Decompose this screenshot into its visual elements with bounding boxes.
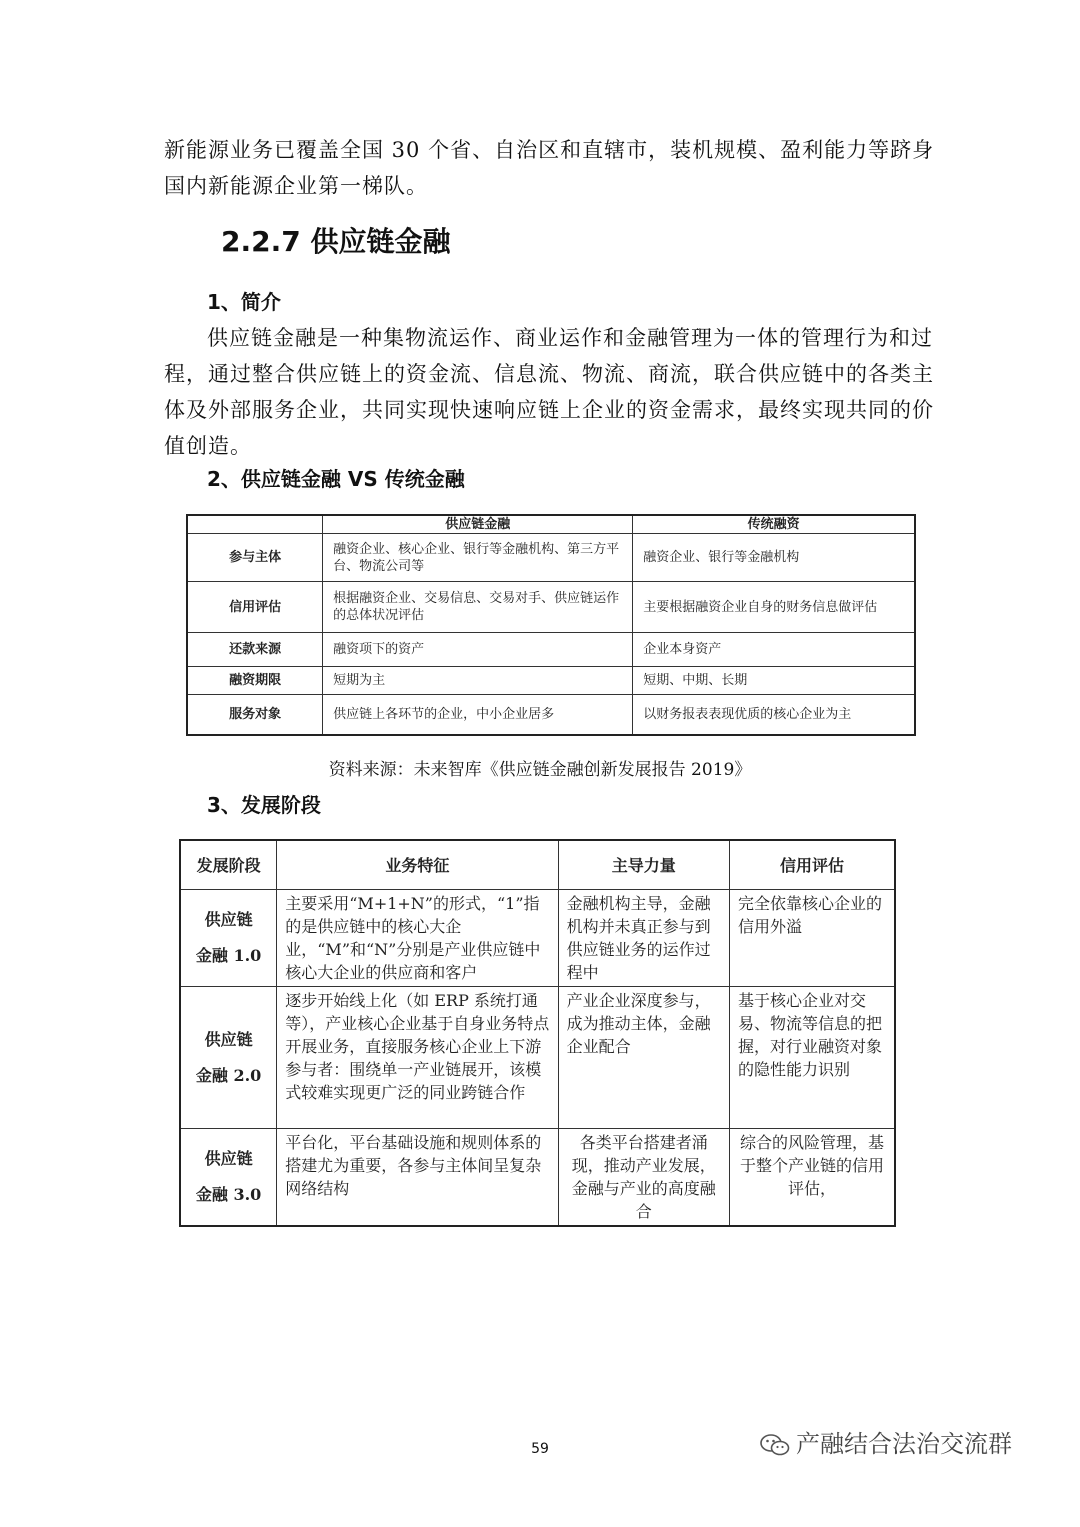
table-header-cell: 主导力量 bbox=[558, 840, 729, 890]
comparison-heading: 2、供应链金融 VS 传统金融 bbox=[207, 467, 465, 491]
stage-label-bottom: 金融 2.0 bbox=[195, 1065, 262, 1085]
table-header-cell: 发展阶段 bbox=[180, 840, 277, 890]
stage-label-top: 供应链 bbox=[204, 910, 253, 929]
comparison-table bbox=[186, 514, 916, 736]
table-header-cell: 业务特征 bbox=[277, 840, 558, 890]
table-cell: 平台化，平台基础设施和规则体系的搭建尤为重要，各参与主体间呈复杂网络结构 bbox=[277, 1129, 558, 1227]
table-cell: 逐步开始线上化（如 ERP 系统打通等），产业核心企业基于自身业务特点开展业务，直接服务核心企业上下游参与者：围绕单一产业链展开，该模式较难实现更广泛的同业跨链合作 bbox=[277, 987, 558, 1129]
table-cell: 金融机构主导，金融机构并未真正参与到供应链业务的运作过程中 bbox=[558, 890, 729, 987]
stage-label-bottom: 金融 1.0 bbox=[195, 946, 262, 965]
table-row bbox=[180, 987, 895, 1129]
table-cell: 产业企业深度参与，成为推动主体，金融企业配合 bbox=[558, 987, 729, 1129]
stages-table bbox=[179, 839, 896, 1227]
row-label: 参与主体 bbox=[187, 534, 323, 582]
table-row bbox=[187, 633, 915, 667]
stage-cell bbox=[180, 1129, 277, 1227]
body-line-4: 值创造。 bbox=[164, 434, 252, 458]
row-label: 服务对象 bbox=[187, 695, 323, 735]
body-line-2: 程，通过整合供应链上的资金流、信息流、物流、商流，联合供应链中的各类主 bbox=[164, 362, 934, 386]
row-label: 还款来源 bbox=[187, 633, 323, 667]
stage-label-bottom: 金融 3.0 bbox=[195, 1185, 262, 1204]
table-cell: 完全依靠核心企业的信用外溢 bbox=[730, 890, 895, 987]
table-header-row bbox=[180, 840, 895, 890]
stage-cell bbox=[180, 890, 277, 987]
page-number: 59 bbox=[531, 1441, 549, 1457]
table-header-cell: 传统融资 bbox=[633, 515, 915, 534]
table-row bbox=[180, 1129, 895, 1227]
stage-label-top: 供应链 bbox=[204, 1149, 253, 1168]
table-header-row bbox=[187, 515, 915, 534]
table-cell: 融资项下的资产 bbox=[323, 633, 633, 667]
table-cell: 综合的风险管理，基于整个产业链的信用评估， bbox=[730, 1129, 895, 1227]
intro-heading: 1、简介 bbox=[207, 290, 281, 314]
watermark bbox=[760, 1424, 1012, 1459]
table-header-cell: 供应链金融 bbox=[323, 515, 633, 534]
wechat-icon bbox=[760, 1433, 790, 1457]
stage-label-top: 供应链 bbox=[204, 1029, 253, 1049]
table-row bbox=[187, 582, 915, 633]
body-line-1: 供应链金融是一种集物流运作、商业运作和金融管理为一体的管理行为和过 bbox=[207, 326, 933, 350]
table-cell: 主要采用“M+1+N”的形式，“1”指的是供应链中的核心大企业，“M”和“N”分别是产业供应链中核心大企业的供应商和客户 bbox=[277, 890, 558, 987]
intro-line-2: 国内新能源企业第一梯队。 bbox=[164, 174, 428, 198]
row-label: 融资期限 bbox=[187, 667, 323, 695]
table-header-cell: 信用评估 bbox=[730, 840, 895, 890]
source-caption: 资料来源：未来智库《供应链金融创新发展报告 2019》 bbox=[328, 760, 752, 780]
section-title: 2.2.7 供应链金融 bbox=[221, 225, 451, 258]
table-cell: 各类平台搭建者涌现，推动产业发展，金融与产业的高度融合 bbox=[558, 1129, 729, 1227]
table-row bbox=[187, 667, 915, 695]
table-cell: 以财务报表表现优质的核心企业为主 bbox=[633, 695, 915, 735]
table-cell: 主要根据融资企业自身的财务信息做评估 bbox=[633, 582, 915, 633]
table-cell: 企业本身资产 bbox=[633, 633, 915, 667]
table-cell: 融资企业、核心企业、银行等金融机构、第三方平台、物流公司等 bbox=[323, 534, 633, 582]
row-label: 信用评估 bbox=[187, 582, 323, 633]
table-cell: 短期、中期、长期 bbox=[633, 667, 915, 695]
table-cell: 短期为主 bbox=[323, 667, 633, 695]
table-row bbox=[180, 890, 895, 987]
table-cell: 根据融资企业、交易信息、交易对手、供应链运作的总体状况评估 bbox=[323, 582, 633, 633]
stages-heading: 3、发展阶段 bbox=[207, 793, 321, 817]
watermark-text: 产融结合法治交流群 bbox=[796, 1430, 1012, 1458]
table-cell: 融资企业、银行等金融机构 bbox=[633, 534, 915, 582]
intro-line-1: 新能源业务已覆盖全国 30 个省、自治区和直辖市，装机规模、盈利能力等跻身 bbox=[164, 138, 935, 162]
body-line-3: 体及外部服务企业，共同实现快速响应链上企业的资金需求，最终实现共同的价 bbox=[164, 398, 934, 422]
table-row bbox=[187, 695, 915, 735]
table-row bbox=[187, 534, 915, 582]
table-header-cell bbox=[187, 515, 323, 534]
table-cell: 基于核心企业对交易、物流等信息的把握，对行业融资对象的隐性能力识别 bbox=[730, 987, 895, 1129]
table-cell: 供应链上各环节的企业，中小企业居多 bbox=[323, 695, 633, 735]
stage-cell bbox=[180, 987, 277, 1129]
